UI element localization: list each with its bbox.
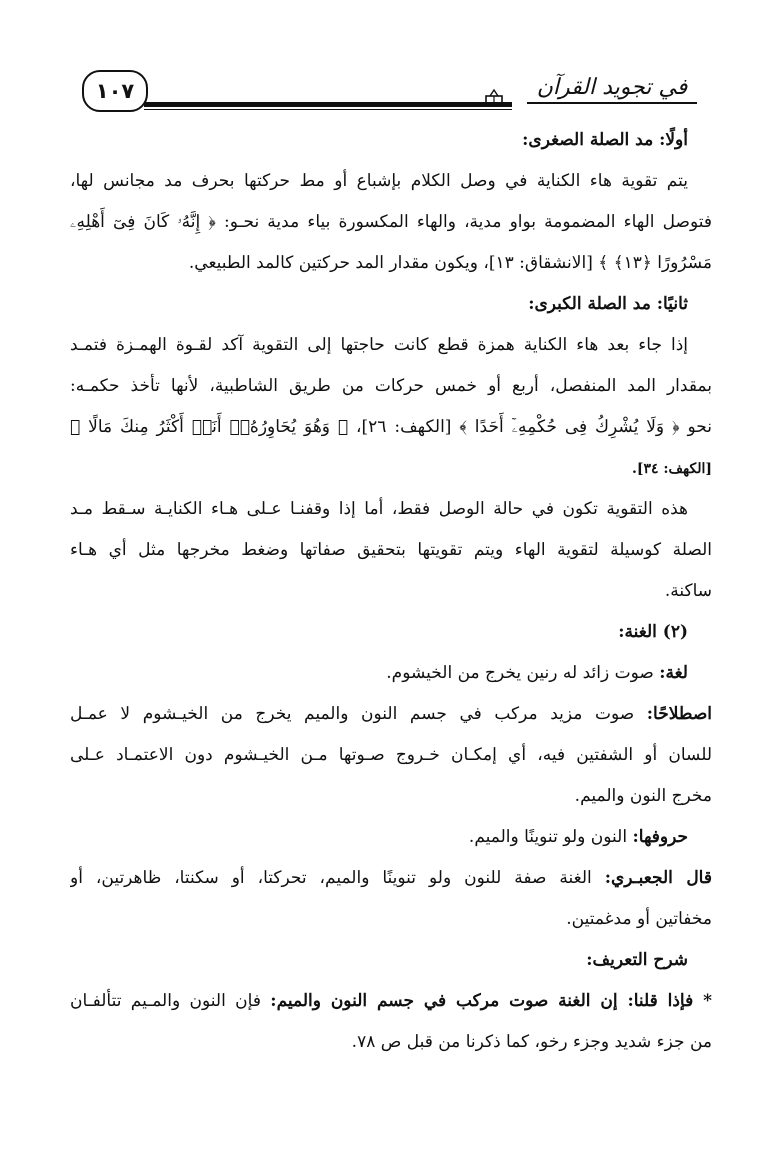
text-line (70, 776, 712, 817)
text-line (70, 448, 712, 489)
line-text: مخرج النون والميم. (574, 786, 712, 806)
text-line (70, 940, 712, 981)
line-text: صوت مزيد مركب في جسم النون والميم يخرج من الخيـشوم لا عمـل (70, 704, 647, 724)
line-text: (٢) الغنة: (618, 622, 688, 642)
line-text: من جزء شديد وجزء رخو، كما ذكرنا من قبل ص ٧٨. (351, 1032, 712, 1052)
text-line (70, 407, 712, 448)
page-number: ١٠٧ (82, 70, 148, 112)
text-line (70, 817, 712, 858)
line-text: يتم تقوية هاء الكناية في وصل الكلام بإشباع أو مط حركتها بحرف مد مجانس لها، (70, 171, 688, 191)
text-line (70, 858, 712, 899)
text-line (70, 243, 712, 284)
text-line (70, 161, 712, 202)
line-text: مَسْرُورًا ﴿١٣﴾ ﴾ [الانشقاق: ١٣]، ويكون مقدار المد حركتين كالمد الطبيعي. (188, 253, 712, 273)
header-rule-thin (144, 109, 512, 110)
line-text: إذا جاء بعد هاء الكناية همزة قطع كانت حاجتها إلى التقوية آكد لقـوة الهمـزة فتمـد (70, 335, 688, 355)
text-line (70, 530, 712, 571)
text-line (70, 612, 712, 653)
line-text: فتوصل الهاء المضمومة بواو مدية، والهاء المكسورة بياء مدية نحـو: ﴿ إِنَّهُۥ كَانَ فِىٓ أَهْلِهِۦ (70, 212, 712, 232)
text-line (70, 284, 712, 325)
lead-term: اصطلاحًا: (646, 704, 712, 724)
text-line (70, 735, 712, 776)
line-text: للسان أو الشفتين فيه، أي إمكـان خـروج صـوتها مـن الخيـشوم دون الاعتمـاد عـلى (70, 745, 712, 765)
line-text: شرح التعريف: (586, 950, 688, 970)
text-line (70, 1022, 712, 1063)
text-line (70, 694, 712, 735)
header-rule (144, 102, 512, 107)
page-body (70, 120, 712, 1063)
text-line (70, 325, 712, 366)
line-text: [الكهف: ٣٤]. (631, 461, 712, 477)
text-line (70, 120, 712, 161)
lead-term: * فإذا قلنا: إن الغنة صوت مركب في جسم النون والميم: (270, 991, 712, 1011)
line-text: ساكنة. (664, 581, 712, 601)
page-header (82, 66, 712, 118)
line-text: الغنة صفة للنون ولو تنوينًا والميم، تحركتا، أو سكنتا، ظاهرتين، أو (70, 868, 605, 888)
line-text: صوت زائد له رنين يخرج من الخيشوم. (386, 663, 660, 683)
line-text: هذه التقوية تكون في حالة الوصل فقط، أما إذا وقفنـا عـلى هـاء الكنايـة سـقط مـد (70, 499, 688, 519)
text-line (70, 202, 712, 243)
line-text: النون ولو تنوينًا والميم. (468, 827, 633, 847)
text-line (70, 366, 712, 407)
book-title: في تجويد القرآن (527, 75, 698, 104)
text-line (70, 899, 712, 940)
line-text: ثانيًا: مد الصلة الكبرى: (528, 294, 688, 314)
line-text: نحو ﴿ وَلَا يُشْرِكُ فِى حُكْمِهِۦٓ أَحَدًا ﴾ [الكهف: ٢٦]، ﴿ وَهُوَ يُحَاوِرُهُۥٓ أَنَا۠ أَكْثَرُ مِنكَ مَالًا ﴾ (70, 417, 712, 437)
text-line (70, 571, 712, 612)
lead-term: قال الجعبـري: (604, 868, 712, 888)
text-line (70, 489, 712, 530)
line-text: مخفاتين أو مدغمتين. (566, 909, 712, 929)
book-title-box (512, 66, 712, 112)
lead-term: لغة: (659, 663, 688, 683)
text-line (70, 653, 712, 694)
text-line (70, 981, 712, 1022)
line-text: بمقدار المد المنفصل، أربع أو خمس حركات من طريق الشاطبية، لأنها تأخذ حكمـه: (70, 376, 712, 396)
book-icon (484, 88, 504, 106)
line-text: أولًا: مد الصلة الصغرى: (522, 130, 688, 150)
lead-term: حروفها: (632, 827, 688, 847)
line-text: الصلة كوسيلة لتقوية الهاء ويتم تقويتها بتحقيق صفاتها وضغط مخرجها مثل أي هـاء (70, 540, 712, 560)
line-text: فإن النون والمـيم تتألفـان (70, 991, 271, 1011)
